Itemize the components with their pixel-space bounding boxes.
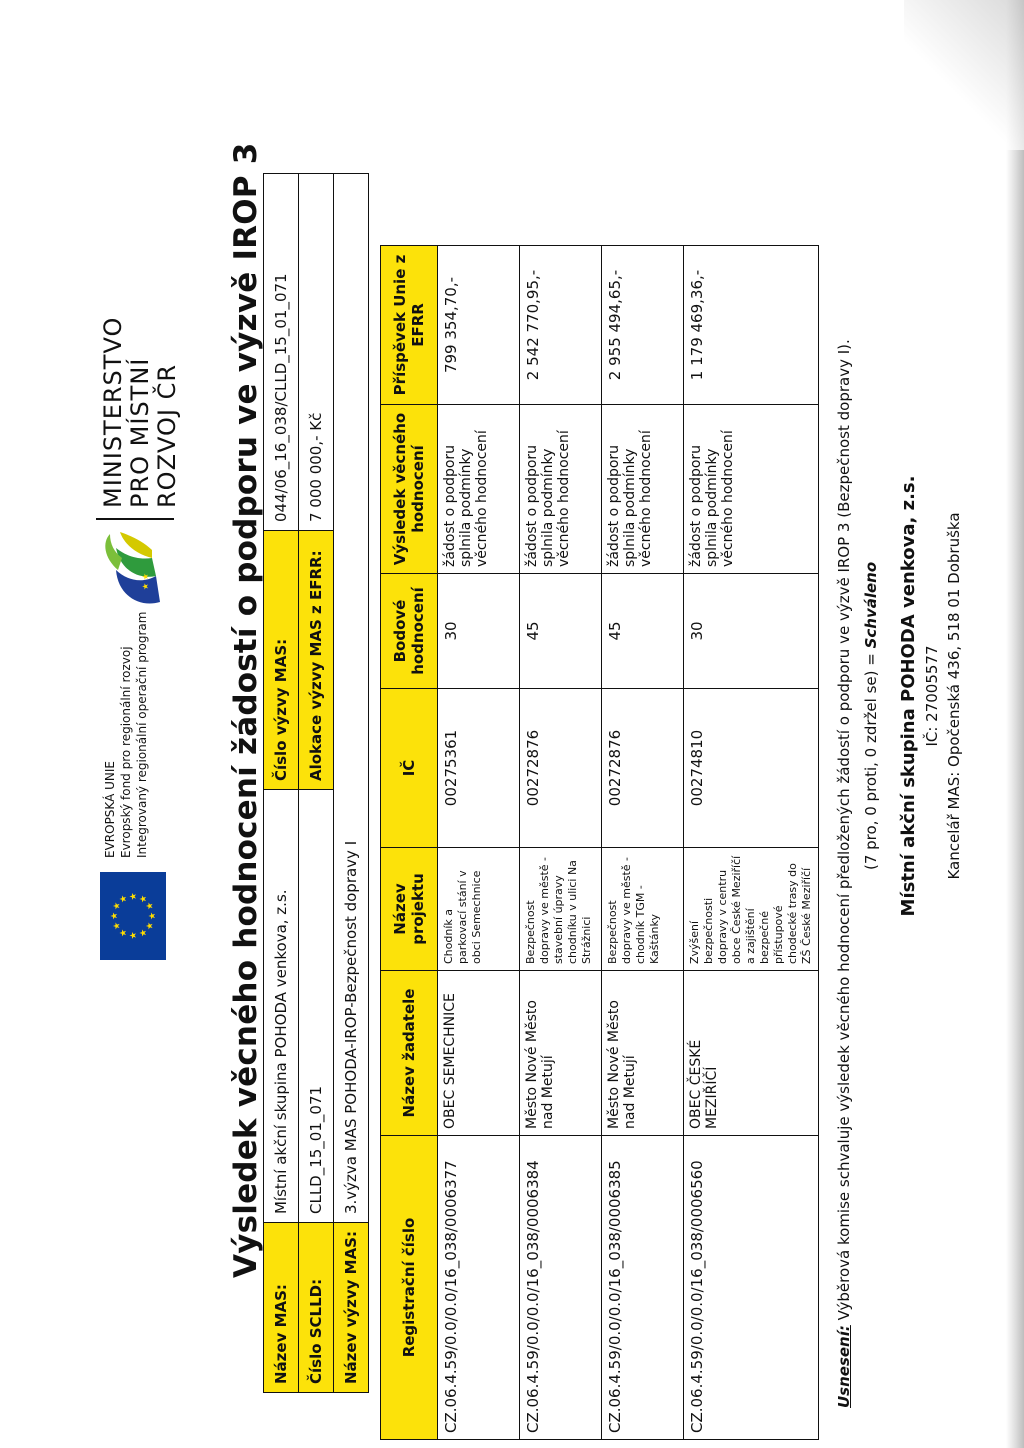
cell-applicant: OBEC ČESKÉ MEZIŘÍČÍ [684, 971, 819, 1136]
eu-line-1: EVROPSKÁ UNIE [103, 761, 117, 858]
footer-ic: IČ: 27005577 [923, 645, 941, 747]
info-row [264, 174, 299, 1393]
results-table [380, 245, 819, 1440]
mmr-line-2: PRO MÍSTNÍ [126, 357, 154, 508]
mmr-name [100, 317, 181, 508]
allocation-value: 7 000 000,- Kč [299, 174, 334, 531]
cell-contribution: 2 955 494,65,- [602, 246, 684, 405]
table-header-row [381, 246, 438, 1440]
allocation-label: Alokace výzvy MAS z EFRR: [299, 531, 334, 790]
svg-text:★: ★ [119, 894, 129, 904]
call-number-label: Číslo výzvy MAS: [264, 531, 299, 790]
cell-ic: 00275361 [438, 689, 520, 848]
table-row [602, 246, 684, 1440]
approved-label: Schváleno [862, 561, 880, 649]
col-header-reg: Registrační číslo [381, 1136, 438, 1440]
document-title: Výsledek věcného hodnocení žádostí o podporu ve výzvě IROP 3 [228, 142, 264, 1278]
col-header-applicant: Název žadatele [381, 971, 438, 1136]
footer-block [898, 396, 963, 996]
call-number-value: 044/06_16_038/CLLD_15_01_071 [264, 174, 299, 531]
mmr-line-3: ROZVOJ ČR [153, 363, 181, 508]
info-row [299, 174, 334, 1393]
call-name-label: Název výzvy MAS: [334, 1223, 369, 1393]
svg-text:★: ★ [145, 901, 156, 911]
cell-result: žádost o podporu splnila podmínky věcného hodnocení [520, 405, 602, 574]
eu-line-3: Integrovaný regionální operační program [135, 611, 149, 858]
col-header-result: Výsledek věcného hodnocení [381, 405, 438, 574]
cell-result: žádost o podporu splnila podmínky věcného hodnocení [438, 405, 520, 574]
cell-ic: 00274810 [684, 689, 819, 848]
table-row [438, 246, 520, 1440]
cell-points: 30 [438, 574, 520, 689]
svg-text:★: ★ [139, 894, 149, 904]
sclld-value: CLLD_15_01_071 [299, 790, 334, 1223]
cell-reg: CZ.06.4.59/0.0/0.0/16_038/0006384 [520, 1136, 602, 1440]
mmr-divider [96, 518, 174, 520]
cell-project: Bezpečnost dopravy ve městě - stavební úpravy chodníku v ulici Na Strážnici [520, 848, 602, 971]
svg-text:★: ★ [110, 911, 120, 921]
mmr-line-1: MINISTERSTVO [99, 316, 127, 508]
resolution-body: Výběrová komise schvaluje výsledek věcného hodnocení předložených žádostí o podporu ve výzvě IROP 3 (Bezpečnost dopravy I). [835, 339, 853, 1326]
cell-points: 45 [602, 574, 684, 689]
svg-text:★: ★ [145, 921, 156, 931]
vote-result [862, 562, 880, 870]
cell-project: Chodník a parkovací stání v obci Semechnice [438, 848, 520, 971]
mas-label: Název MAS: [264, 1223, 299, 1393]
sclld-label: Číslo SCLLD: [299, 1223, 334, 1393]
cell-applicant: Město Nové Město nad Metují [602, 971, 684, 1136]
svg-text:★: ★ [129, 892, 139, 901]
cell-points: 30 [684, 574, 819, 689]
cell-reg: CZ.06.4.59/0.0/0.0/16_038/0006560 [684, 1136, 819, 1440]
cell-project: Zvýšení bezpečnosti dopravy v centru obce České Meziříčí a zajištění bezpečné přístupové chodecké trasy do ZŠ České Meziříčí [684, 848, 819, 971]
col-header-contribution: Příspěvek Unie z EFRR [381, 246, 438, 405]
col-header-points: Bodové hodnocení [381, 574, 438, 689]
info-row [334, 174, 369, 1393]
table-row [520, 246, 602, 1440]
cell-result: žádost o podporu splnila podmínky věcného hodnocení [684, 405, 819, 574]
call-info-table [263, 173, 369, 1393]
cell-reg: CZ.06.4.59/0.0/0.0/16_038/0006377 [438, 1136, 520, 1440]
cell-contribution: 1 179 469,36,- [684, 246, 819, 405]
svg-text:★: ★ [139, 928, 149, 938]
eu-flag-logo [100, 872, 166, 960]
cell-contribution: 2 542 770,95,- [520, 246, 602, 405]
table-row [684, 246, 819, 1440]
cell-reg: CZ.06.4.59/0.0/0.0/16_038/0006385 [602, 1136, 684, 1440]
mas-value: Místní akční skupina POHODA venkova, z.s. [264, 790, 299, 1223]
cell-points: 45 [520, 574, 602, 689]
svg-text:★: ★ [148, 911, 158, 921]
col-header-ic: IČ [381, 689, 438, 848]
footer-address: Kancelář MAS: Opočenská 436, 518 01 Dobruška [945, 512, 963, 880]
cell-ic: 00272876 [520, 689, 602, 848]
svg-text:★ ★: ★ ★ [141, 573, 150, 590]
svg-text:★: ★ [112, 921, 123, 931]
col-header-project: Název projektu [381, 848, 438, 971]
vote-counts: (7 pro, 0 proti, 0 zdržel se) = [862, 648, 880, 870]
svg-text:★: ★ [112, 901, 123, 911]
mmr-logo-icon [96, 530, 172, 610]
eu-line-2: Evropský fond pro regionální rozvoj [119, 646, 133, 858]
svg-text:★: ★ [119, 928, 129, 938]
svg-text:★: ★ [129, 931, 139, 940]
cell-applicant: OBEC SEMECHNICE [438, 971, 520, 1136]
footer-org-name: Místní akční skupina POHODA venkova, z.s. [898, 475, 919, 917]
resolution-label: Usnesení: [835, 1325, 853, 1408]
resolution-text [835, 339, 853, 1408]
call-name-value: 3.výzva MAS POHODA-IROP-Bezpečnost dopravy I [334, 174, 369, 1223]
cell-applicant: Město Nové Město nad Metují [520, 971, 602, 1136]
cell-contribution: 799 354,70,- [438, 246, 520, 405]
cell-result: žádost o podporu splnila podmínky věcného hodnocení [602, 405, 684, 574]
cell-ic: 00272876 [602, 689, 684, 848]
cell-project: Bezpečnost dopravy ve městě - chodník TGM - Kaštánky [602, 848, 684, 971]
eu-program-text [102, 612, 150, 858]
